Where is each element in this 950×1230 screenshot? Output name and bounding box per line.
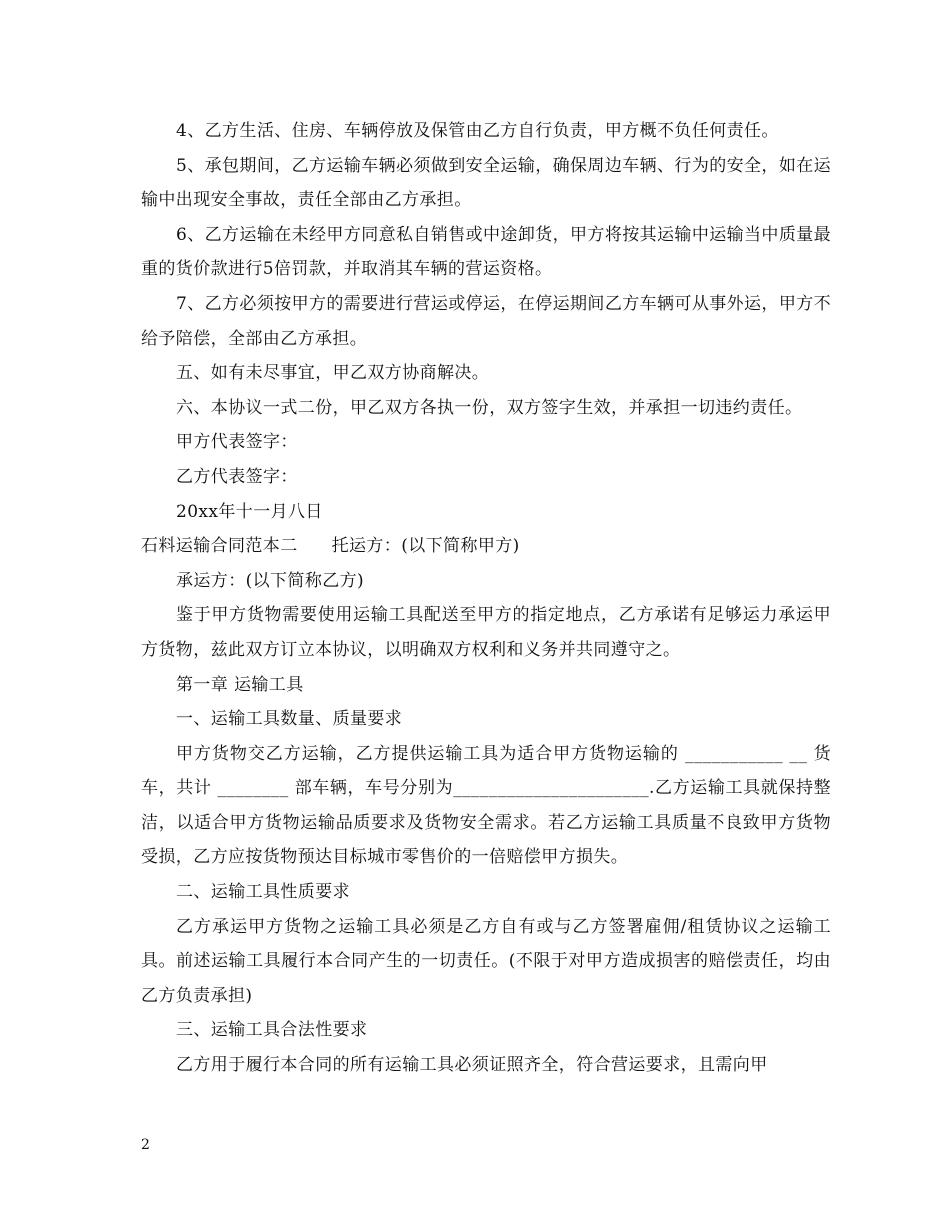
contract-date: 20xx年十一月八日 [176, 501, 323, 522]
paragraph-vehicle-legality: 乙方用于履行本合同的所有运输工具必须证照齐全，符合营运要求，且需向甲 [176, 1055, 768, 1076]
document-body [141, 114, 831, 1083]
section-heading-1: 一、运输工具数量、质量要求 [176, 709, 403, 730]
paragraph-vehicle-requirements: 甲方货物交乙方运输，乙方提供运输工具为适合甲方货物运输的 ___________ __ 货车，共计 ________ 部车辆，车号分别为______________________.乙方运输工具就保持整洁，以适合甲方货物运输品质要求及货物安全需求。若乙方运输工具质量不良致甲方货物受损，乙方应按货物预达目标城市零售价的一倍赔偿甲方损失。 [141, 743, 831, 868]
section-heading-3: 三、运输工具合法性要求 [176, 1020, 368, 1041]
party-b-signature: 乙方代表签字： [176, 466, 298, 487]
page-number: 2 [141, 1137, 150, 1153]
contract-title-line [141, 529, 831, 564]
paragraph-clause-5: 5、承包期间，乙方运输车辆必须做到安全运输，确保周边车辆、行为的安全，如在运输中出现安全事故，责任全部由乙方承担。 [141, 155, 832, 211]
paragraph-vehicle-nature: 乙方承运甲方货物之运输工具必须是乙方自有或与乙方签署雇佣/租赁协议之运输工具。前述运输工具履行本合同产生的一切责任。(不限于对甲方造成损害的赔偿责任，均由乙方负责承担) [141, 916, 831, 1006]
paragraph-section-6: 六、本协议一式二份，甲乙双方各执一份，双方签字生效，并承担一切违约责任。 [176, 397, 803, 418]
paragraph-clause-6: 6、乙方运输在未经甲方同意私自销售或中途卸货，甲方将按其运输中运输当中质量最重的货价款进行5倍罚款，并取消其车辆的营运资格。 [141, 224, 832, 280]
paragraph-preamble: 鉴于甲方货物需要使用运输工具配送至甲方的指定地点，乙方承诺有足够运力承运甲方货物，兹此双方订立本协议，以明确双方权利和义务并共同遵守之。 [141, 605, 831, 660]
section-heading-2: 二、运输工具性质要求 [176, 882, 350, 903]
contract-title: 石料运输合同范本二 [141, 536, 298, 557]
paragraph-clause-7: 7、乙方必须按甲方的需要进行营运或停运，在停运期间乙方车辆可从事外运，甲方不给予陪偿，全部由乙方承担。 [141, 293, 832, 349]
paragraph-clause-4: 4、乙方生活、住房、车辆停放及保管由乙方自行负责，甲方概不负任何责任。 [176, 121, 779, 141]
chapter-heading: 第一章 运输工具 [176, 674, 304, 695]
carrier-label: 承运方：(以下简称乙方) [176, 570, 365, 591]
paragraph-section-5: 五、如有未尽事宜，甲乙双方协商解决。 [176, 363, 490, 384]
consignor-label: 托运方：(以下简称甲方) [331, 536, 520, 557]
party-a-signature: 甲方代表签字： [176, 432, 298, 453]
